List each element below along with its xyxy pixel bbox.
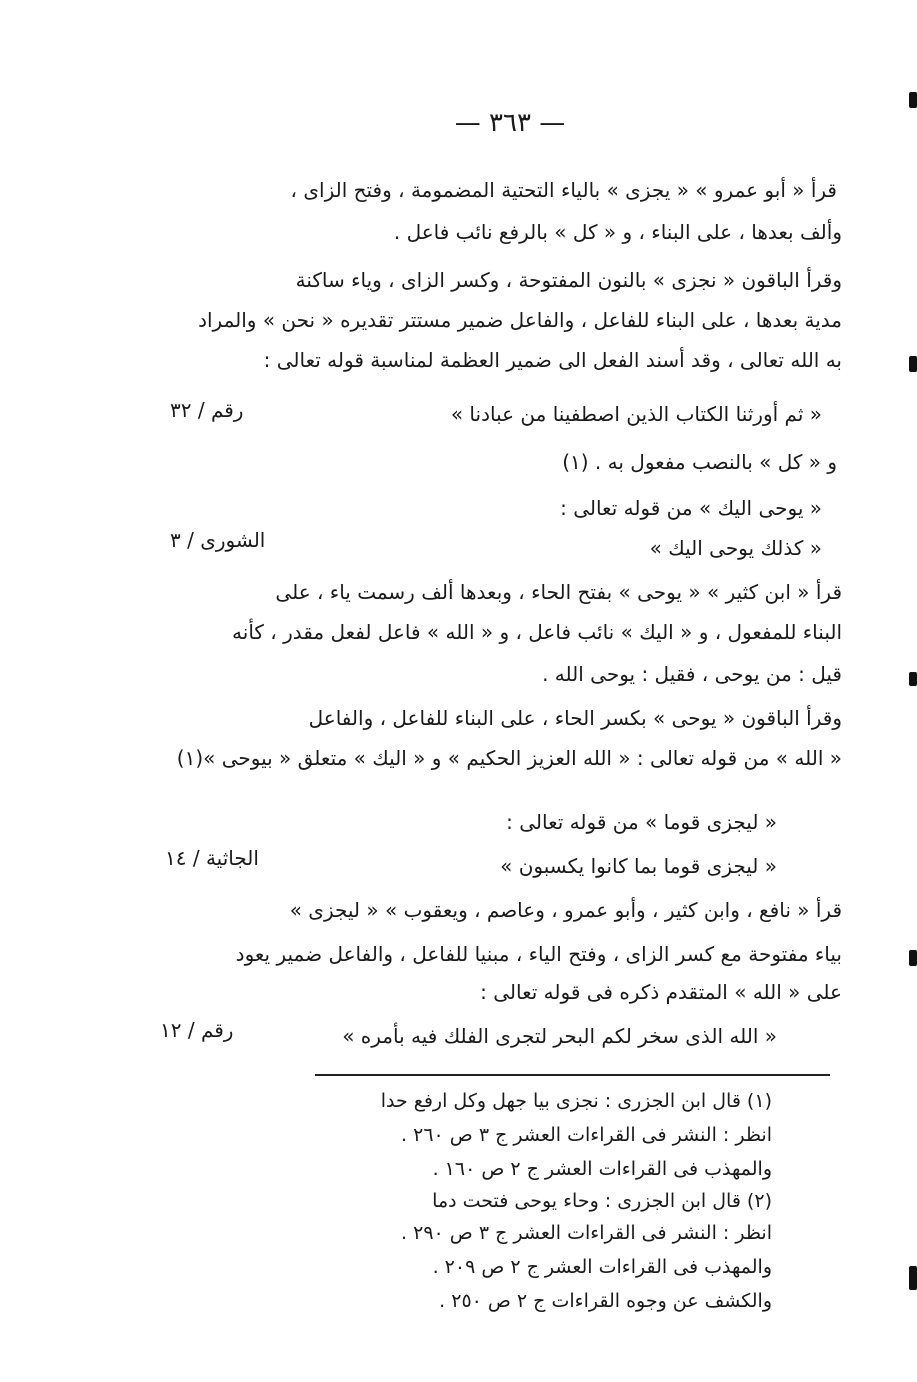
footnote-line: (١) قال ابن الجزرى : نجزى بيا جهل وكل ارفع حدا (380, 1090, 772, 1112)
paragraph-line: وقرأ الباقون « نجزى » بالنون المفتوحة ، وكسر الزاى ، وياء ساكنة (295, 268, 842, 292)
verse-reference: الشورى / ٣ (170, 528, 266, 552)
verse-reference: رقم / ١٢ (160, 1018, 234, 1042)
paragraph-line: به الله تعالى ، وقد أسند الفعل الى ضمير العظمة لمناسبة قوله تعالى : (263, 348, 842, 372)
paragraph-line: وقرأ الباقون « يوحى » بكسر الحاء ، على البناء للفاعل ، والفاعل (308, 706, 842, 730)
paragraph-line: « ليجزى قوما » من قوله تعالى : (506, 810, 777, 834)
verse-reference: الجاثية / ١٤ (165, 846, 259, 870)
scan-edge-mark (909, 356, 917, 372)
footnote-line: والمهذب فى القراءات العشر ج ٢ ص ٢٠٩ . (432, 1256, 772, 1278)
quran-verse: « كذلك يوحى اليك » (649, 536, 822, 560)
paragraph-line: « الله » من قوله تعالى : « الله العزيز الحكيم » و « اليك » متعلق « بيوحى »(١) (176, 746, 842, 770)
quran-verse: « الله الذى سخر لكم البحر لتجرى الفلك فيه بأمره » (342, 1024, 777, 1048)
footnote-line: انظر : النشر فى القراءات العشر ج ٣ ص ٢٩٠ . (401, 1222, 772, 1244)
footnote-line: والمهذب فى القراءات العشر ج ٢ ص ١٦٠ . (432, 1158, 772, 1180)
quran-verse: « ثم أورثنا الكتاب الذين اصطفينا من عبادنا » (450, 402, 822, 426)
paragraph-line: بياء مفتوحة مع كسر الزاى ، وفتح الياء ، مبنيا للفاعل ، والفاعل ضمير يعود (235, 942, 842, 966)
scan-edge-mark (909, 92, 917, 108)
paragraph-line: و « كل » بالنصب مفعول به . (١) (562, 450, 837, 474)
scan-edge-mark (909, 950, 917, 966)
verse-reference: رقم / ٣٢ (170, 398, 244, 422)
paragraph-line: قرأ « أبو عمرو » « يجزى » بالياء التحتية المضمومة ، وفتح الزاى ، (290, 178, 837, 202)
paragraph-line: قرأ « نافع ، وابن كثير ، وأبو عمرو ، وعاصم ، ويعقوب » « ليجزى » (289, 898, 842, 922)
paragraph-line: « يوحى اليك » من قوله تعالى : (560, 496, 822, 520)
paragraph-line: وألف بعدها ، على البناء ، و « كل » بالرفع نائب فاعل . (393, 220, 842, 244)
paragraph-line: مدية بعدها ، على البناء للفاعل ، والفاعل ضمير مستتر تقديره « نحن » والمراد (198, 308, 842, 332)
paragraph-line: قرأ « ابن كثير » « يوحى » بفتح الحاء ، وبعدها ألف رسمت ياء ، على (275, 580, 842, 604)
paragraph-line: على « الله » المتقدم ذكره فى قوله تعالى : (480, 980, 842, 1004)
quran-verse: « ليجزى قوما بما كانوا يكسبون » (500, 854, 777, 878)
footnote-line: (٢) قال ابن الجزرى : وحاء يوحى فتحت دما (432, 1190, 772, 1212)
paragraph-line: قيل : من يوحى ، فقيل : يوحى الله . (542, 662, 842, 686)
footnote-divider (315, 1074, 830, 1076)
scan-edge-mark (909, 1266, 917, 1290)
scan-edge-mark (909, 672, 917, 686)
page-number: — ٣٦٣ — (454, 108, 566, 138)
paragraph-line: البناء للمفعول ، و « اليك » نائب فاعل ، و « الله » فاعل لفعل مقدر ، كأنه (232, 620, 842, 644)
footnote-line: انظر : النشر فى القراءات العشر ج ٣ ص ٢٦٠ . (401, 1124, 772, 1146)
footnote-line: والكشف عن وجوه القراءات ج ٢ ص ٢٥٠ . (439, 1290, 772, 1312)
